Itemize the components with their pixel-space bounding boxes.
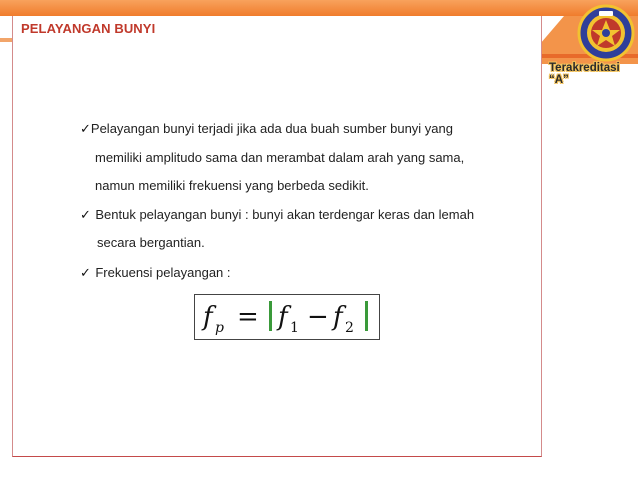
formula-term1: f bbox=[278, 302, 288, 332]
university-logo-icon bbox=[577, 4, 635, 62]
accreditation-label: Terakreditasi “A” bbox=[549, 62, 620, 86]
bullet-3-text-1: Frekuensi pelayangan : bbox=[95, 265, 231, 280]
formula-graphic bbox=[195, 295, 379, 339]
corner-notch bbox=[540, 16, 564, 44]
check-icon: ✓ bbox=[80, 207, 91, 222]
bullet-1-line-3: namun memiliki frekuensi yang berbeda sedikit. bbox=[95, 178, 369, 193]
formula-abs-left bbox=[269, 301, 272, 331]
formula-lhs: f bbox=[203, 302, 213, 332]
slide-frame bbox=[12, 16, 542, 457]
formula-minus: − bbox=[307, 302, 329, 332]
bullet-1-text-1: Pelayangan bunyi terjadi jika ada dua buah sumber bunyi yang bbox=[90, 121, 453, 136]
header-bar bbox=[0, 0, 638, 16]
bullet-2-line-1 bbox=[80, 206, 474, 224]
bullet-1-line-2: memiliki amplitudo sama dan merambat dalam arah yang sama, bbox=[95, 150, 465, 165]
formula-equals: = bbox=[237, 302, 259, 332]
formula-abs-right bbox=[365, 301, 368, 331]
bullet-2-text-1: Bentuk pelayangan bunyi : bunyi akan terdengar keras dan lemah bbox=[95, 207, 475, 222]
bullet-3-line-1 bbox=[80, 264, 231, 282]
formula-term2-sub: 2 bbox=[345, 320, 354, 336]
formula-term2: f bbox=[333, 302, 343, 332]
bullet-2-line-2: secara bergantian. bbox=[97, 235, 205, 250]
slide-title: PELAYANGAN BUNYI bbox=[21, 21, 156, 36]
check-icon: ✓ bbox=[80, 265, 91, 280]
bullet-1-line-1 bbox=[80, 120, 453, 138]
check-icon: ✓ bbox=[80, 121, 91, 136]
formula-box bbox=[194, 294, 380, 340]
formula-term1-sub: 1 bbox=[290, 320, 299, 336]
formula-lhs-sub: p bbox=[215, 320, 224, 336]
